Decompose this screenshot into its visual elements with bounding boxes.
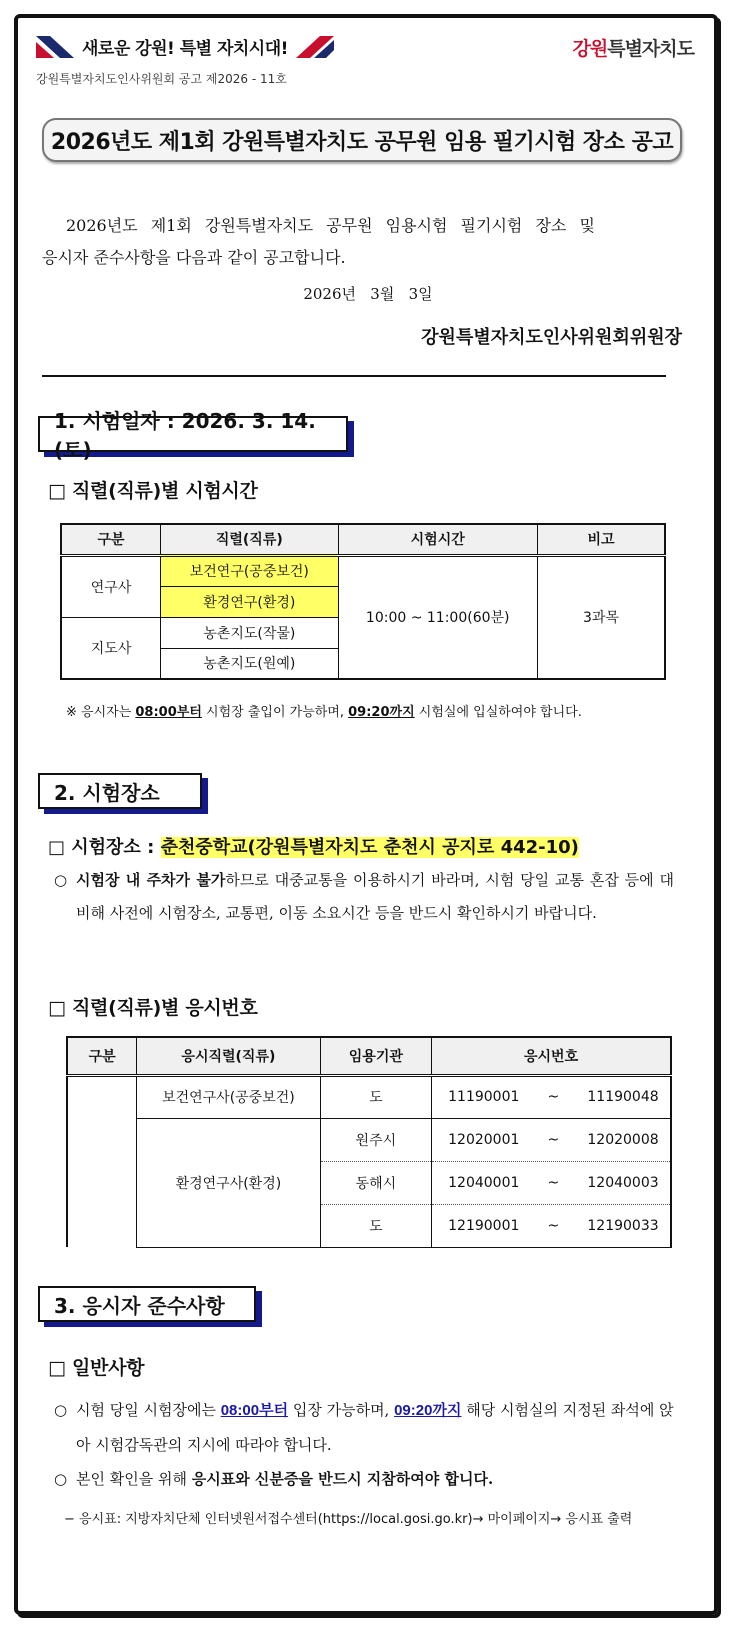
table-cell-job: 보건연구사(공중보건) (137, 1075, 320, 1118)
table-header: 구분 (67, 1037, 137, 1075)
bullet-mark: ○ (54, 1470, 68, 1488)
logo-prefix: 강원 (572, 38, 608, 60)
exam-time-table (60, 523, 666, 680)
exam-number-subheading: □ 직렬(직류)별 응시번호 (48, 997, 258, 1019)
number-from: 12040001 (448, 1174, 520, 1191)
section-3-heading: 3. 응시자 준수사항 (38, 1286, 256, 1322)
table-header: 비고 (537, 524, 665, 555)
tilde: ~ (547, 1089, 560, 1105)
general-item-1 (54, 1393, 684, 1462)
table-cell-number (432, 1118, 671, 1161)
table-header: 구분 (61, 524, 161, 555)
table-header-row (67, 1037, 671, 1075)
table-cell-group (67, 1075, 137, 1247)
location-value: 춘천중학교(강원특별자치도 춘천시 공지로 442-10) (160, 837, 579, 858)
intro-line-2: 응시자 준수사항을 다음과 같이 공고합니다. (42, 248, 346, 267)
bullet-mark: ○ (54, 1401, 68, 1419)
table-cell: 보건연구(공중보건) (161, 555, 338, 586)
stripe-logo-right-icon (296, 36, 334, 58)
exam-time-subheading: □ 직렬(직류)별 시험시간 (48, 480, 258, 502)
table-cell-number (432, 1204, 671, 1247)
table-cell-number (432, 1075, 671, 1118)
number-from: 11190001 (448, 1089, 520, 1105)
table-row (67, 1118, 671, 1161)
general-item-2 (54, 1468, 493, 1489)
table-cell-group: 연구사 (61, 555, 161, 617)
logo-suffix: 특별자치도 (607, 38, 694, 60)
section-1-heading: 1. 시험일자 : 2026. 3. 14.(토) (38, 416, 348, 452)
notice-text: 시험실에 입실하여야 합니다. (414, 705, 582, 720)
number-to: 12190033 (587, 1217, 659, 1234)
table-header-row (61, 524, 665, 555)
number-to: 12020008 (587, 1131, 659, 1148)
general-subheading: □ 일반사항 (48, 1357, 145, 1379)
notice-text: ※ 응시자는 (66, 705, 136, 720)
divider (42, 375, 666, 377)
tilde: ~ (547, 1174, 560, 1191)
parking-bold: 시험장 내 주차가 불가 (76, 871, 226, 889)
table-cell: 환경연구(환경) (161, 586, 338, 617)
table-cell: 농촌지도(작물) (161, 617, 338, 648)
table-row (61, 555, 665, 586)
table-row (67, 1075, 671, 1118)
bullet-mark: ○ (54, 871, 68, 889)
table-cell-number (432, 1161, 671, 1204)
tilde: ~ (547, 1131, 560, 1148)
table-cell-note: 3과목 (537, 555, 665, 679)
item-text: 시험 당일 시험장에는 (76, 1401, 221, 1419)
table-cell-job: 환경연구사(환경) (137, 1118, 320, 1247)
intro-paragraph (42, 210, 682, 274)
tilde: ~ (547, 1217, 560, 1234)
general-item-3: − 응시표: 지방자치단체 인터넷원서접수센터(https://local.gosi.go.kr)→ 마이페이지→ 응시표 출력 (64, 1512, 633, 1527)
exam-location (48, 833, 579, 859)
table-header: 시험시간 (338, 524, 537, 555)
table-cell-org: 도 (320, 1204, 432, 1247)
entry-time-notice (66, 701, 582, 720)
province-logo (573, 34, 695, 61)
intro-line-1: 2026년도 제1회 강원특별자치도 공무원 임용시험 필기시험 장소 및 (66, 216, 595, 235)
table-header: 직렬(직류) (161, 524, 338, 555)
item-text: 해당 시험실의 지정된 좌석에 앉아 시험감독관의 지시에 따라야 합니다. (76, 1401, 674, 1454)
item-text: 입장 가능하며, (288, 1401, 395, 1419)
table-cell-org: 원주시 (320, 1118, 432, 1161)
table-cell-org: 동해시 (320, 1161, 432, 1204)
number-to: 11190048 (587, 1089, 659, 1105)
entry-time-start: 08:00부터 (220, 1402, 289, 1419)
table-cell-org: 도 (320, 1075, 432, 1118)
table-header: 응시번호 (432, 1037, 671, 1075)
table-cell: 농촌지도(원예) (161, 648, 338, 679)
signer: 강원특별자치도인사위원회위원장 (421, 327, 682, 348)
location-label: □ 시험장소 : (48, 837, 161, 858)
document-frame (14, 14, 718, 1615)
number-from: 12190001 (448, 1217, 520, 1234)
item-text: 본인 확인을 위해 (76, 1470, 192, 1488)
exam-number-table (66, 1036, 672, 1248)
notice-text: 시험장 출입이 가능하며, (201, 705, 349, 720)
table-cell-time: 10:00 ~ 11:00(60분) (338, 555, 537, 679)
stripe-logo-icon (36, 36, 74, 58)
table-header: 응시직렬(직류) (137, 1037, 320, 1075)
slogan-text: 새로운 강원! 특별 자치시대! (82, 39, 288, 59)
notice-number: 강원특별자치도인사위원회 공고 제2026 - 11호 (36, 72, 287, 86)
notice-date: 2026년 3월 3일 (303, 285, 433, 303)
page-title: 2026년도 제1회 강원특별자치도 공무원 임용 필기시험 장소 공고 (42, 118, 682, 162)
notice-time-end: 09:20까지 (348, 705, 415, 720)
item-bold: 응시표와 신분증을 반드시 지참하여야 합니다. (191, 1470, 494, 1488)
notice-time-start: 08:00부터 (135, 705, 202, 720)
table-header: 임용기관 (320, 1037, 432, 1075)
table-cell-group: 지도사 (61, 617, 161, 679)
entry-time-end: 09:20까지 (394, 1402, 462, 1419)
parking-text: 하므로 대중교통을 이용하시기 바라며, 시험 당일 교통 혼잡 등에 대비해 사전에 시험장소, 교통편, 이동 소요시간 등을 반드시 확인하시기 바랍니다. (76, 871, 674, 922)
slogan-banner (36, 34, 334, 59)
section-2-heading: 2. 시험장소 (38, 773, 202, 809)
number-from: 12020001 (448, 1131, 520, 1148)
number-to: 12040003 (587, 1174, 659, 1191)
parking-notice (54, 864, 674, 930)
